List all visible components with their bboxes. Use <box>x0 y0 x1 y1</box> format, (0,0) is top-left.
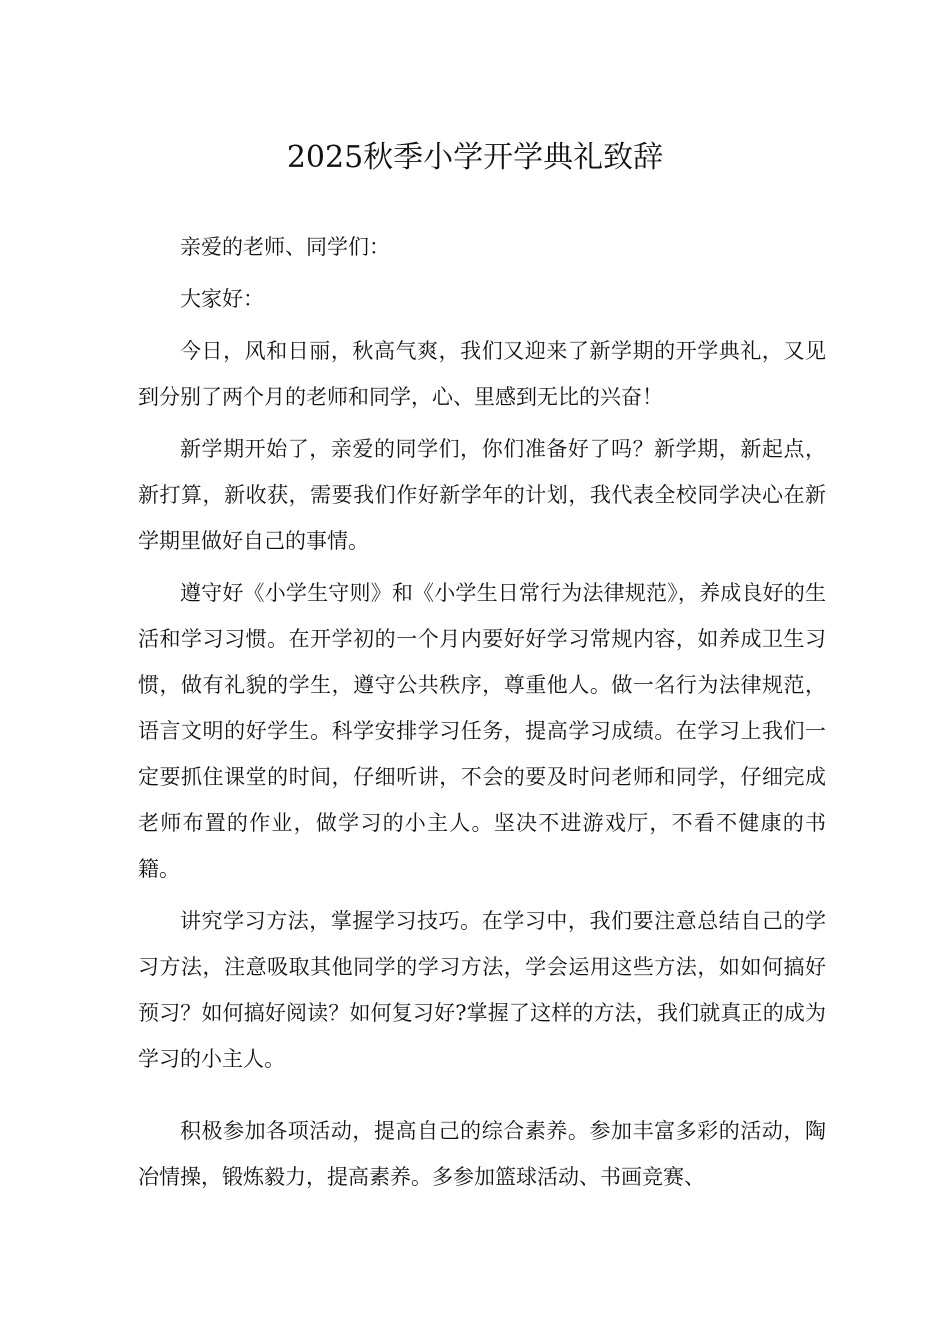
paragraph-opening: 今日，风和日丽，秋高气爽，我们又迎来了新学期的开学典礼，又见到分别了两个月的老师和同学，心、里感到无比的兴奋！ <box>138 339 826 409</box>
paragraph-new-semester: 新学期开始了，亲爱的同学们，你们准备好了吗？新学期，新起点，新打算，新收获，需要我们作好新学年的计划，我代表全校同学决心在新学期里做好自己的事情。 <box>138 437 826 553</box>
paragraph-rules: 遵守好《小学生守则》和《小学生日常行为法律规范》，养成良好的生活和学习习惯。在开学初的一个月内要好好学习常规内容，如养成卫生习惯，做有礼貌的学生，遵守公共秩序，尊重他人。做一名行为法律规范，语言文明的好学生。科学安排学习任务，提高学习成绩。在学习上我们一定要抓住课堂的时间，仔细听讲，不会的要及时问老师和同学，仔细完成老师布置的作业，做学习的小主人。坚决不进游戏厅，不看不健康的书籍。 <box>138 581 826 881</box>
greeting: 大家好： <box>180 287 264 311</box>
paragraph-activities: 积极参加各项活动，提高自己的综合素养。参加丰富多彩的活动，陶冶情操，锻炼毅力，提高素养。多参加篮球活动、书画竞赛、 <box>138 1119 826 1189</box>
document-body <box>138 224 826 1206</box>
document-title: 2025秋季小学开学典礼致辞 <box>286 140 664 175</box>
salutation: 亲爱的老师、同学们： <box>180 235 390 259</box>
paragraph-methods: 讲究学习方法，掌握学习技巧。在学习中，我们要注意总结自己的学习方法，注意吸取其他同学的学习方法，学会运用这些方法，如如何搞好预习？如何搞好阅读？如何复习好?掌握了这样的方法，我们就真正的成为学习的小主人。 <box>138 909 826 1071</box>
